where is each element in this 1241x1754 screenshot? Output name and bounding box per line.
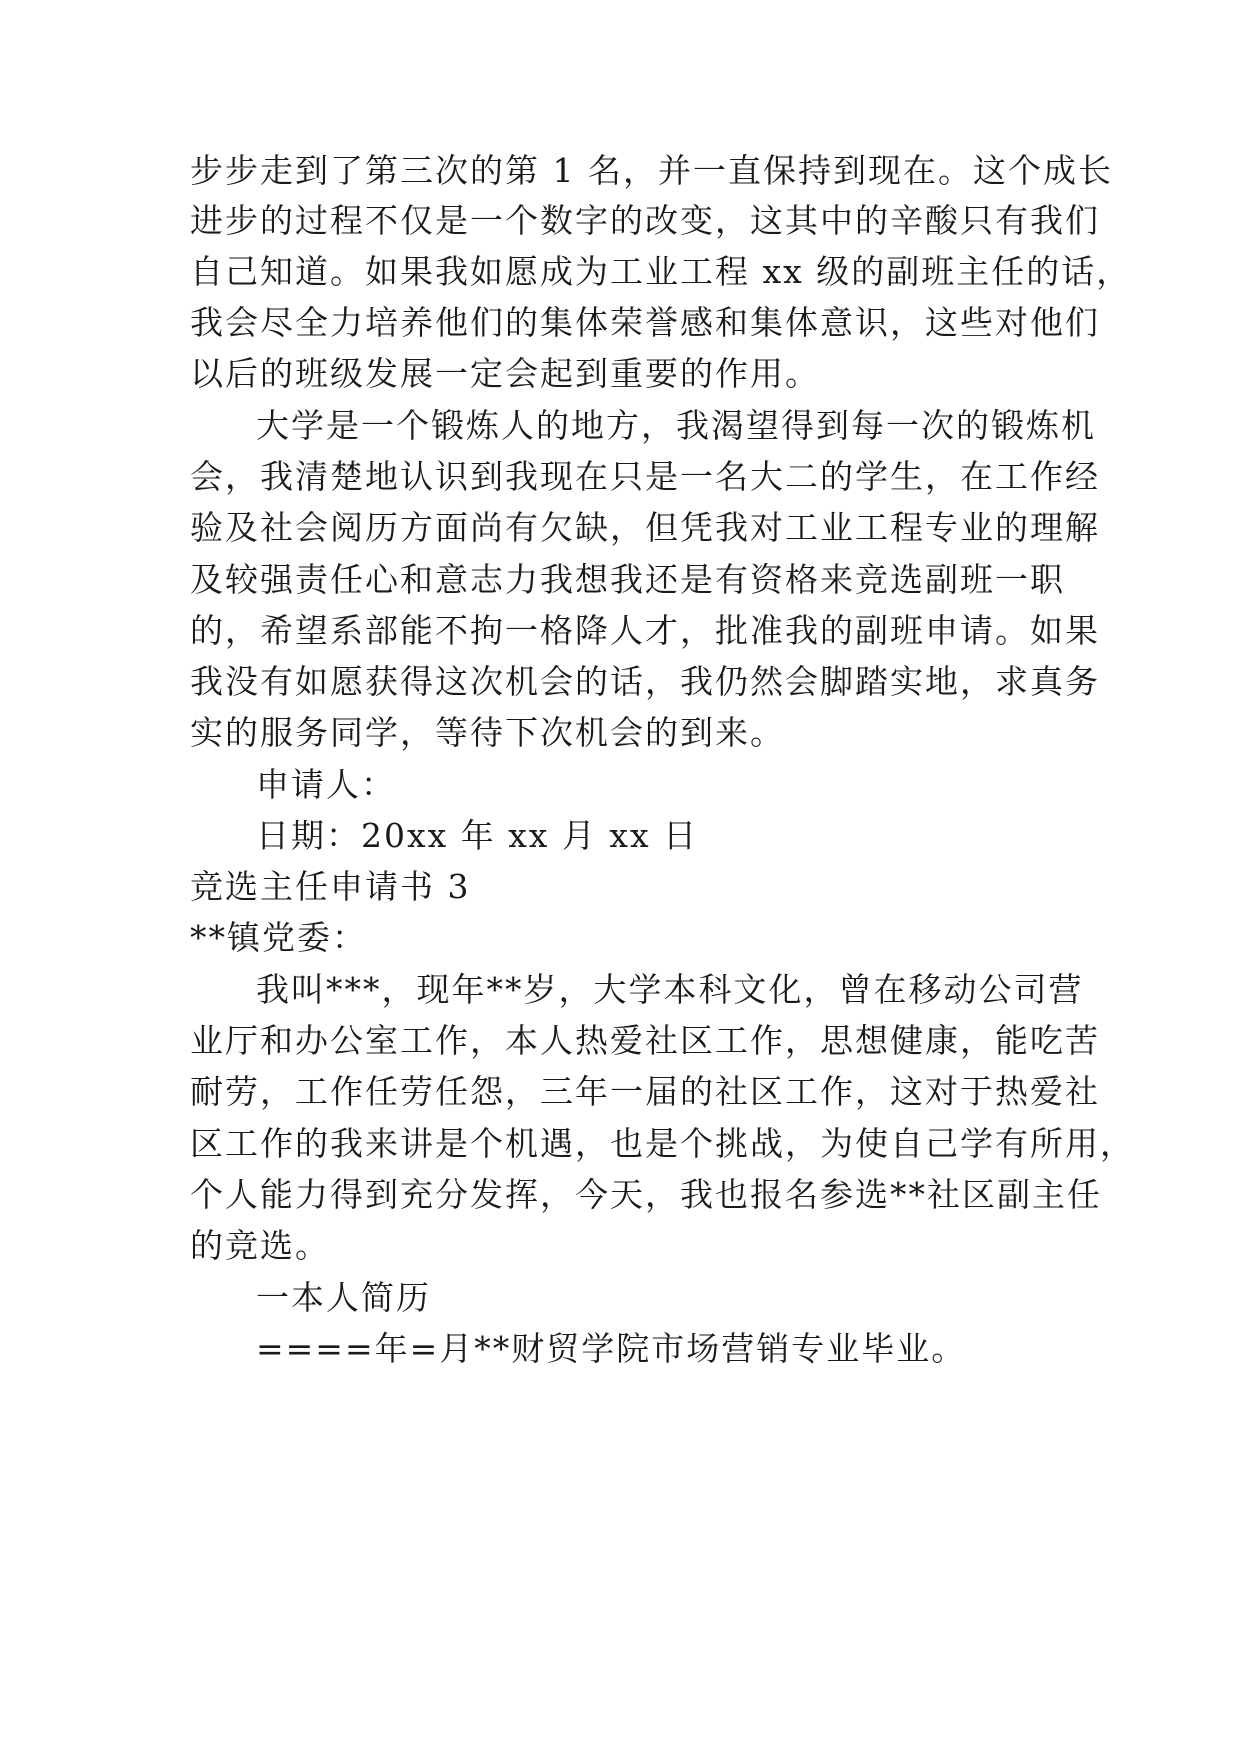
paragraph-line: 自己知道。如果我如愿成为工业工程 xx 级的副班主任的话， (190, 252, 1132, 291)
paragraph-line: 的竞选。 (190, 1226, 330, 1265)
paragraph-line: 我没有如愿获得这次机会的话，我仍然会脚踏实地，求真务 (190, 662, 1100, 701)
paragraph-line: 实的服务同学，等待下次机会的到来。 (190, 713, 785, 752)
paragraph-line: 进步的过程不仅是一个数字的改变，这其中的辛酸只有我们 (190, 201, 1100, 240)
paragraph-line: 业厅和办公室工作，本人热爱社区工作，思想健康，能吃苦 (190, 1021, 1100, 1060)
applicant-label: 申请人： (256, 765, 396, 804)
date-line: 日期：20xx 年 xx 月 xx 日 (256, 816, 699, 855)
paragraph-line: 个人能力得到充分发挥，今天，我也报名参选**社区副主任 (190, 1175, 1102, 1214)
paragraph-line: ====年=月**财贸学院市场营销专业毕业。 (256, 1329, 967, 1368)
paragraph-line: 我会尽全力培养他们的集体荣誉感和集体意识，这些对他们 (190, 303, 1100, 342)
paragraph-line: 我叫***，现年**岁，大学本科文化，曾在移动公司营 (256, 970, 1084, 1009)
paragraph-line: 及较强责任心和意志力我想我还是有资格来竞选副班一职 (190, 560, 1065, 599)
salutation: **镇党委： (190, 918, 367, 957)
paragraph-line: 的，希望系部能不拘一格降人才，批准我的副班申请。如果 (190, 611, 1100, 650)
section-title: 竞选主任申请书 3 (190, 867, 471, 906)
paragraph-line: 步步走到了第三次的第 1 名，并一直保持到现在。这个成长 (190, 151, 1113, 190)
subsection-heading: 一本人简历 (256, 1278, 431, 1317)
paragraph-line: 耐劳，工作任劳任怨，三年一届的社区工作，这对于热爱社 (190, 1072, 1100, 1111)
paragraph-line: 以后的班级发展一定会起到重要的作用。 (190, 354, 820, 393)
paragraph-line: 验及社会阅历方面尚有欠缺，但凭我对工业工程专业的理解 (190, 508, 1100, 547)
paragraph-line: 区工作的我来讲是个机遇，也是个挑战，为使自己学有所用， (190, 1124, 1135, 1163)
paragraph-line: 大学是一个锻炼人的地方，我渴望得到每一次的锻炼机 (256, 406, 1096, 445)
paragraph-line: 会，我清楚地认识到我现在只是一名大二的学生，在工作经 (190, 457, 1100, 496)
